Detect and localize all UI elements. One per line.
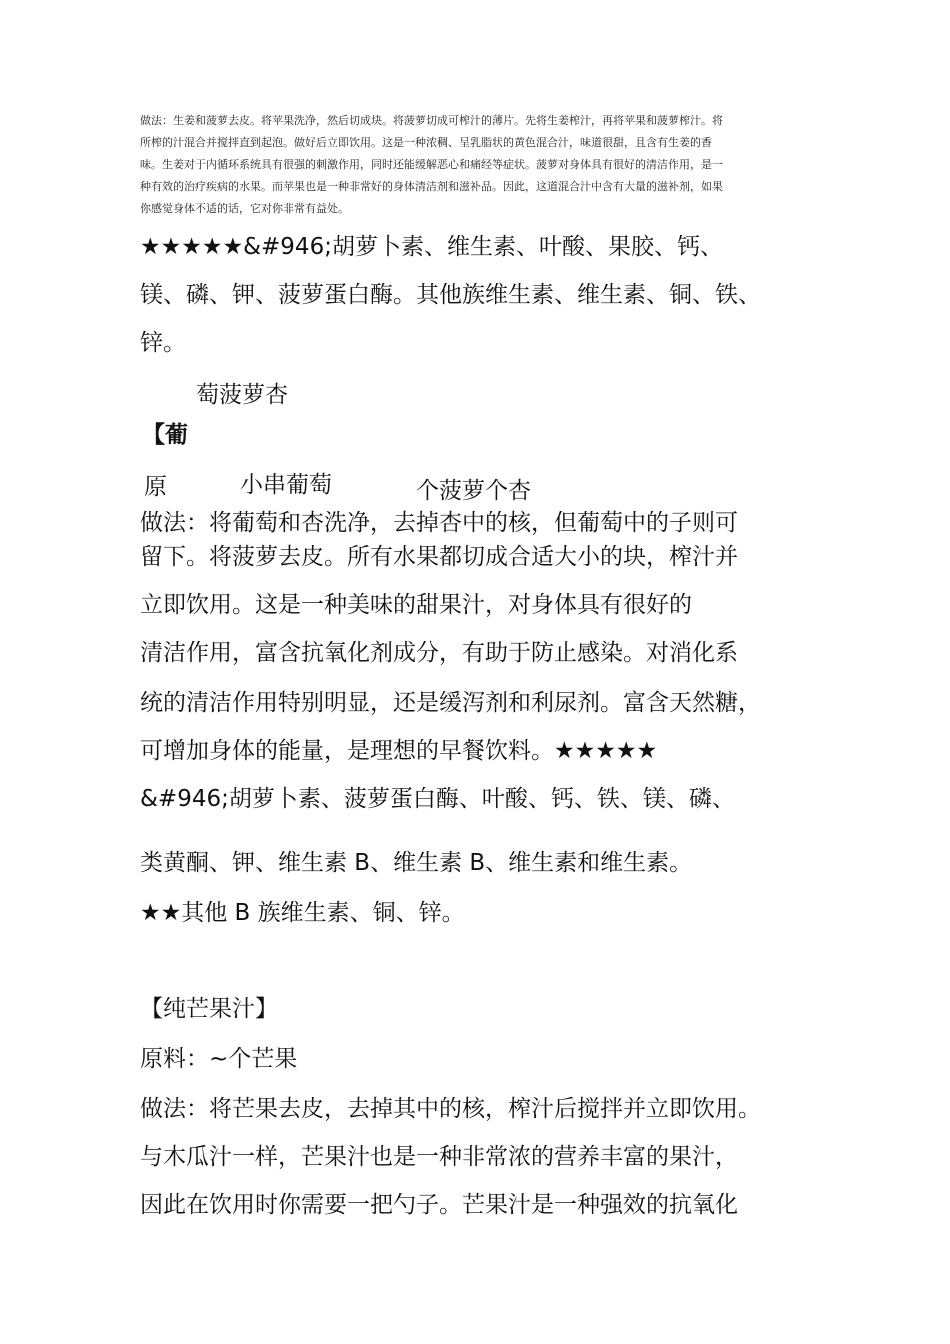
intro-line: 做法：生姜和菠萝去皮。将苹果洗净，然后切成块。将菠萝切成可榨汁的薄片。先将生姜榨汁，再将苹果和菠萝榨汁。将 — [140, 114, 723, 127]
method-line: 因此在饮用时你需要一把勺子。芒果汁是一种强效的抗氧化 — [140, 1192, 738, 1218]
nutrients-line: &#946;胡萝卜素、菠萝蛋白酶、叶酸、钙、铁、镁、磷、 — [140, 786, 735, 812]
intro-line: 种有效的治疗疾病的水果。而苹果也是一种非常好的身体清洁剂和滋补品。因此，这道混合汁中含有大量的滋补剂，如果 — [140, 180, 723, 193]
intro-line: 味。生姜对于内循环系统具有很强的刺激作用，同时还能缓解恶心和痛经等症状。菠萝对身体具有很好的清洁作用，是一 — [140, 158, 723, 171]
nutrients-line: 镁、磷、钾、菠萝蛋白酶。其他族维生素、维生素、铜、铁、 — [140, 282, 761, 308]
method-line: 做法：将葡萄和杏洗净，去掉杏中的核，但葡萄中的子则可 — [140, 510, 738, 536]
ingredient-grapes: 小串葡萄 — [240, 472, 332, 498]
nutrients-line: ★★其他 B 族维生素、铜、锌。 — [140, 900, 465, 926]
method-line: 清洁作用，富含抗氧化剂成分，有助于防止感染。对消化系 — [140, 640, 738, 666]
recipe-title-bracket: 【葡 — [142, 422, 188, 448]
method-line: 与木瓜汁一样，芒果汁也是一种非常浓的营养丰富的果汁， — [140, 1144, 738, 1170]
recipe-title-fragment: 萄菠萝杏 — [196, 382, 288, 408]
nutrients-line: 类黄酮、钾、维生素 B、维生素 B、维生素和维生素。 — [140, 850, 693, 876]
ingredient-pineapple-apricot: 个菠萝个杏 — [416, 478, 531, 504]
recipe-title: 【纯芒果汁】 — [140, 996, 278, 1022]
method-line: 留下。将菠萝去皮。所有水果都切成合适大小的块，榨汁并 — [140, 544, 738, 570]
method-line: 统的清洁作用特别明显，还是缓泻剂和利尿剂。富含天然糖， — [140, 690, 761, 716]
method-line: 做法：将芒果去皮，去掉其中的核，榨汁后搅拌并立即饮用。 — [140, 1096, 761, 1122]
ingredients-label: 原 — [144, 474, 167, 500]
nutrients-line: 锌。 — [140, 330, 186, 356]
ingredients-line: 原料：~个芒果 — [140, 1046, 298, 1072]
intro-line: 你感觉身体不适的话，它对你非常有益处。 — [140, 202, 349, 215]
nutrients-line: ★★★★★&#946;胡萝卜素、维生素、叶酸、果胶、钙、 — [140, 234, 723, 260]
method-line: 可增加身体的能量，是理想的早餐饮料。★★★★★ — [140, 738, 658, 764]
method-line: 立即饮用。这是一种美味的甜果汁，对身体具有很好的 — [140, 592, 692, 618]
intro-line: 所榨的汁混合并搅拌直到起泡。做好后立即饮用。这是一种浓稠、呈乳脂状的黄色混合汁，味道很甜，且含有生姜的香 — [140, 136, 712, 149]
